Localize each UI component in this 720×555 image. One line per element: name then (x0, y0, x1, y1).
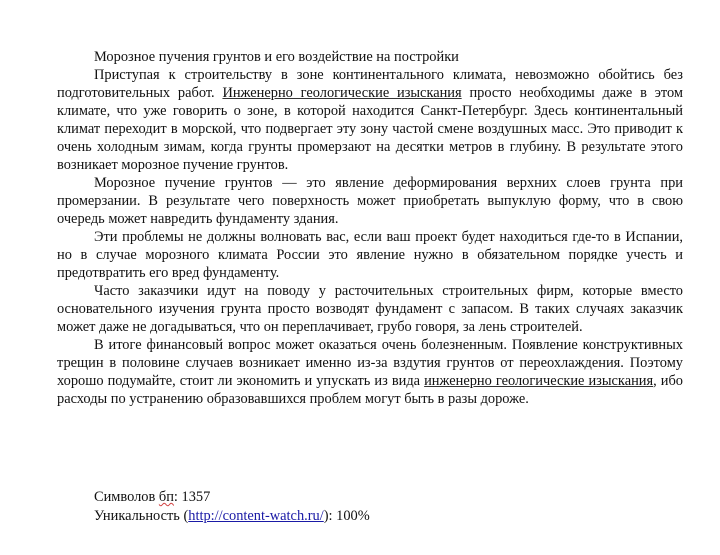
paragraph-4: Часто заказчики идут на поводу у расточительных строительных фирм, которые вместо основательного изучения грунта просто возводят фундамент с запасом. В таких случаях заказчик может даже не догадываться, что он переплачивает, грубо говоря, за лень строителей. (57, 283, 683, 335)
document-title: Морозное пучения грунтов и его воздействие на постройки (94, 49, 459, 65)
paragraph-3: Эти проблемы не должны волновать вас, если ваш проект будет находиться где-то в Испании, но в случае морозного климата России это явление нужно в обязательном порядке учесть и предотвратить его вред фундаменту. (57, 229, 683, 281)
uniqueness-prefix: Уникальность ( (94, 508, 189, 524)
uniqueness-url-link[interactable]: http://content-watch.ru/ (188, 508, 324, 524)
char-count-abbr: бп (158, 489, 174, 505)
paragraph-5 (57, 336, 683, 408)
uniqueness-value: ): 100% (323, 508, 370, 524)
paragraph-1 (57, 66, 683, 174)
char-count-line (94, 488, 370, 507)
paragraph-1-keyword-link[interactable]: Инженерно геологические изыскания (222, 85, 462, 101)
uniqueness-line (94, 507, 370, 526)
paragraph-5-keyword-link[interactable]: инженерно геологические изыскания (424, 373, 654, 389)
document-body (57, 48, 683, 408)
paragraph-5-text-after: , ибо расходы по устранению образовавшихся проблем могут быть в разы дороже. (57, 373, 683, 407)
paragraph-1-text-after: просто необходимы даже в этом климате, что уже говорить о зоне, в которой находится Санкт-Петербург. Здесь континентальный климат переходит в морской, что подвергает эту зону частой смене воздушных масс. Это приводит к очень холодным зимам, когда грунты промерзают на десятки метров в глубину. В результате этого возникает морозное пучение грунтов. (57, 85, 683, 173)
paragraph-2: Морозное пучение грунтов — это явление деформирования верхних слоев грунта при промерзании. В результате чего поверхность может приобретать выпуклую форму, что в свою очередь может навредить фундаменту здания. (57, 175, 683, 227)
paragraph-5-text-before: В итоге финансовый вопрос может оказаться очень болезненным. Появление конструктивных трещин в половине случаев возникает именно из-за вздутия грунтов от переохлаждения. Поэтому хорошо подумайте, стоит ли экономить и упускать из вида (57, 337, 683, 389)
paragraph-1-text-before: Приступая к строительству в зоне континентального климата, невозможно обойтись без подготовительных работ. (57, 67, 683, 101)
char-count-prefix: Символов (94, 489, 159, 505)
stats-footer (94, 488, 370, 526)
char-count-value: : 1357 (173, 489, 211, 505)
